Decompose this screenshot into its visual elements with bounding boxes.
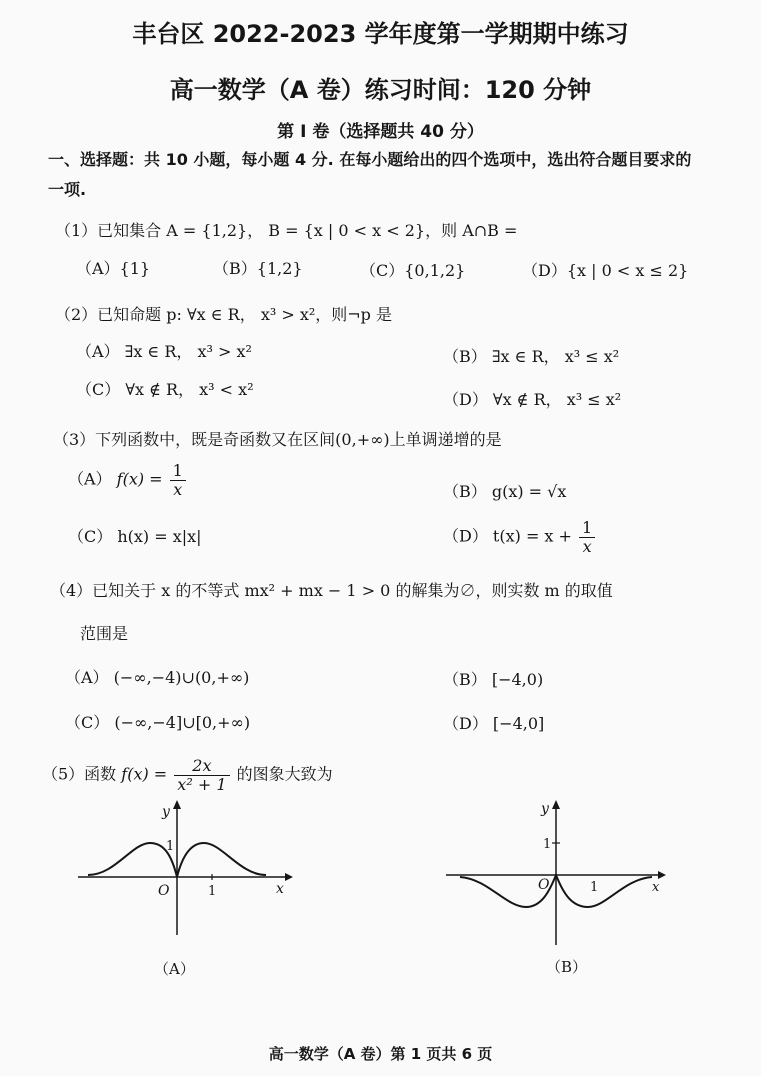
q1-option-d: （D）{x | 0 < x ≤ 2} [522,261,689,280]
page-footer: 高一数学（A 卷）第 1 页共 6 页 [268,1045,493,1063]
q5-stem-suffix: 的图象大致为 [236,764,333,784]
graph-b-tick-x: 1 [590,880,599,895]
q3-option-a-lhs: f(x) = [116,469,163,489]
graph-b-caption: （B） [546,958,588,976]
q1-option-b: （B）{1,2} [213,259,303,278]
q3-option-a-label: （A） [68,469,112,489]
graph-a-x-label: x [276,881,284,897]
q3-option-a-numerator: 1 [170,462,186,481]
q4-option-a: （A） (−∞,−4)∪(0,+∞) [65,668,250,687]
q3-option-d [443,519,597,555]
graph-a-tick-x: 1 [208,884,217,899]
q3-option-d-fraction [579,519,595,555]
graph-b [438,795,673,949]
q3-option-d-text: （D） t(x) = x + [443,526,572,546]
q5-stem-prefix: （5）函数 [42,764,117,784]
graph-b-x-label: x [652,880,660,895]
graph-a-origin: O [158,883,170,899]
graph-a-x-arrow [285,873,293,881]
question-1-stem: （1）已知集合 A = {1,2}， B = {x | 0 < x < 2}，则 A∩B = [55,221,518,240]
q2-option-c: （C） ∀x ∉ R， x³ < x² [76,380,254,399]
graph-b-tick-y: 1 [543,837,552,852]
q3-option-b: （B） g(x) = √x [443,482,567,501]
section-heading: 第 I 卷（选择题共 40 分） [277,122,484,142]
exam-subtitle: 高一数学（A 卷）练习时间：120 分钟 [169,76,592,104]
instructions: 一、选择题：共 10 小题，每小题 4 分. 在每小题给出的四个选项中，选出符合题目要求的一项. [48,150,692,199]
graph-a-y-arrow [173,800,181,809]
graph-b-y-label: y [541,801,549,817]
question-4-stem-line1: （4）已知关于 x 的不等式 mx² + mx − 1 > 0 的解集为∅，则实数 m 的取值 [50,581,613,600]
question-3-stem: （3）下列函数中，既是奇函数又在区间(0,+∞)上单调递增的是 [53,430,502,449]
q2-option-d: （D） ∀x ∉ R， x³ ≤ x² [443,390,622,409]
question-2-stem: （2）已知命题 p: ∀x ∈ R， x³ > x²，则¬p 是 [55,305,393,324]
graph-a-caption: （A） [154,960,195,978]
graph-b-origin: O [538,877,550,893]
graph-a-y-label: y [162,804,170,820]
q5-function-numerator: 2x [174,757,229,776]
q2-option-a: （A） ∃x ∈ R， x³ > x² [76,342,252,361]
q1-option-a: （A）{1} [76,259,151,278]
q4-option-b: （B） [−4,0) [443,670,544,689]
q3-option-a-denominator: x [173,479,183,499]
q3-option-d-numerator: 1 [579,519,595,538]
graph-a-tick-y: 1 [166,839,175,854]
graph-a [70,795,300,949]
q5-function-lhs: f(x) = [121,764,168,784]
q3-option-a-fraction [170,462,186,498]
q5-function-fraction [174,757,229,793]
question-5-stem [42,757,333,793]
graph-b-y-arrow [552,800,560,809]
question-4-stem-line2: 范围是 [80,624,129,643]
exam-title: 丰台区 2022-2023 学年度第一学期期中练习 [132,20,629,48]
q3-option-d-denominator: x [582,536,592,556]
q1-option-c: （C）{0,1,2} [360,261,466,280]
q3-option-a [68,462,188,498]
q2-option-b: （B） ∃x ∈ R， x³ ≤ x² [443,347,620,366]
graph-b-x-arrow [658,871,666,879]
q3-option-c: （C） h(x) = x|x| [68,527,202,546]
q5-function-denominator: x² + 1 [177,774,227,794]
q4-option-d: （D） [−4,0] [443,714,545,733]
q4-option-c: （C） (−∞,−4]∪[0,+∞) [65,713,251,732]
